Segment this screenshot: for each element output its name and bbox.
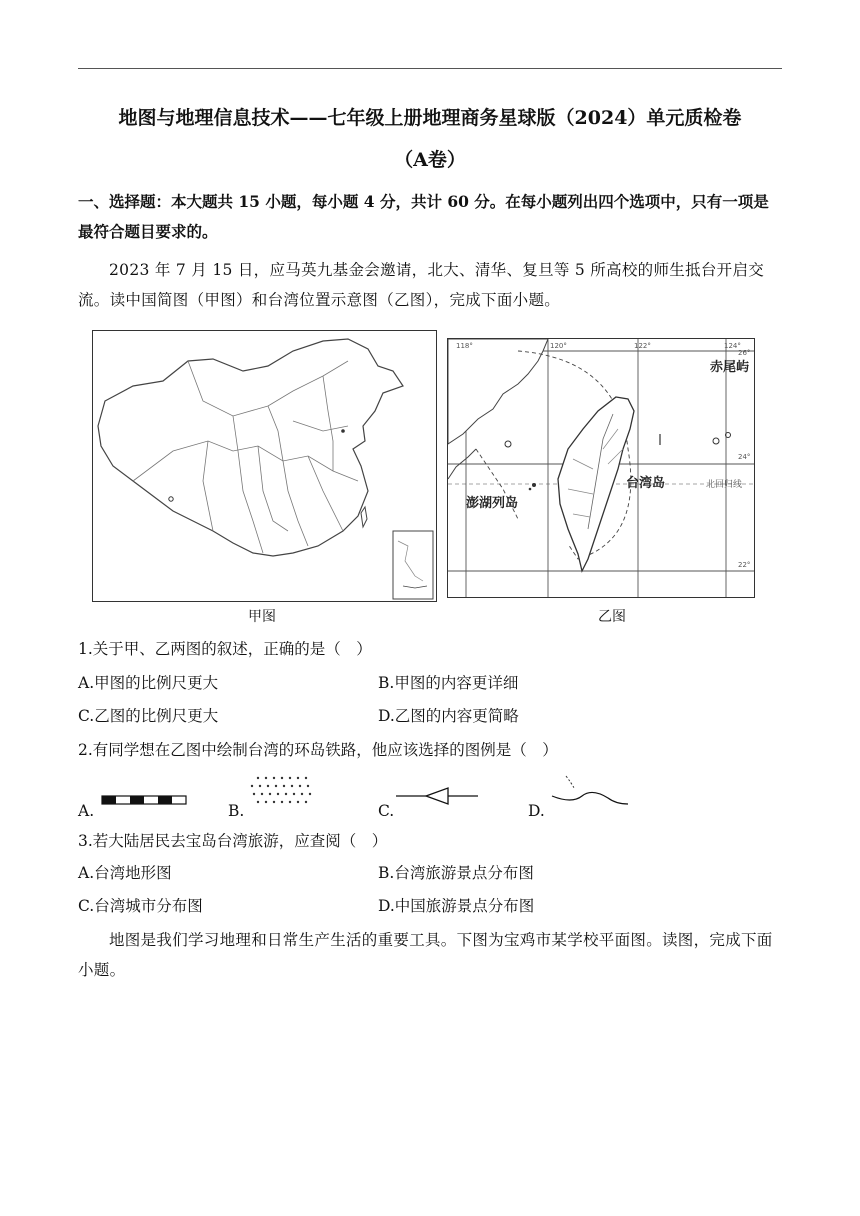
q2-option-c[interactable] — [378, 770, 508, 820]
penghu-label: 澎湖列岛 — [466, 496, 519, 511]
page-title: 地图与地理信息技术——七年级上册地理商务星球版（2024）单元质检卷 — [118, 107, 742, 129]
q1-option-c[interactable]: C.乙图的比例尺更大 — [78, 707, 219, 725]
lat-26-label: 26° — [738, 349, 751, 357]
q2-option-b[interactable] — [228, 770, 358, 820]
taiwan-label: 台湾岛 — [626, 476, 666, 491]
passage-2: 地图是我们学习地理和日常生产生活的重要工具。下图为宝鸡市某学校平面图。读图，完成下面小题。 — [78, 931, 773, 979]
chiwei-label: 赤尾屿 — [710, 360, 750, 375]
passage-1: 2023 年 7 月 15 日，应马英九基金会邀请，北大、清华、复旦等 5 所高校的师生抵台开启交流。读中国简图（甲图）和台湾位置示意图（乙图），完成下面小题。 — [78, 261, 765, 309]
q3-option-b[interactable]: B.台湾旅游景点分布图 — [378, 864, 534, 882]
q2-option-b-label: B. — [228, 802, 245, 820]
q2-option-c-label: C. — [378, 802, 395, 820]
q3-option-d[interactable]: D.中国旅游景点分布图 — [378, 897, 535, 915]
lon-124-label: 124° — [724, 342, 741, 350]
q3-option-a[interactable]: A.台湾地形图 — [78, 864, 172, 882]
lon-122-label: 122° — [634, 342, 651, 350]
question-1-stem: 1.关于甲、乙两图的叙述，正确的是（ ） — [78, 640, 372, 658]
tropic-label: 北回归线 — [706, 480, 743, 490]
china-map — [92, 330, 437, 602]
railway-symbol-icon — [100, 791, 190, 811]
lat-24-label: 24° — [738, 453, 751, 461]
question-3-stem: 3.若大陆居民去宝岛台湾旅游，应查阅（ ） — [78, 832, 388, 850]
header-rule — [78, 68, 782, 69]
lat-22-label: 22° — [738, 561, 751, 569]
q2-option-a[interactable] — [78, 770, 218, 820]
map-figure — [90, 330, 770, 625]
caption-jia: 甲图 — [248, 609, 276, 625]
china-map-drawing — [93, 331, 436, 601]
q3-option-c[interactable]: C.台湾城市分布图 — [78, 897, 203, 915]
lon-118-label: 118° — [456, 342, 473, 350]
q2-option-d[interactable] — [528, 770, 658, 820]
taiwan-map-drawing — [448, 339, 754, 597]
question-2-stem: 2.有同学想在乙图中绘制台湾的环岛铁路，他应该选择的图例是（ ） — [78, 741, 558, 759]
q2-option-d-label: D. — [528, 802, 545, 820]
dotted-area-symbol-icon — [246, 774, 326, 810]
q1-option-b[interactable]: B.甲图的内容更详细 — [378, 674, 519, 692]
page-subtitle: （A卷） — [394, 149, 466, 171]
section-heading: 一、选择题：本大题共 15 小题，每小题 4 分，共计 60 分。在每小题列出四个选项中，只有一项是最符合题目要求的。 — [78, 192, 769, 241]
q2-option-a-label: A. — [78, 802, 95, 820]
arrow-symbol-icon — [394, 784, 484, 814]
curve-symbol-icon — [548, 774, 638, 814]
q1-option-a[interactable]: A.甲图的比例尺更大 — [78, 674, 219, 692]
caption-yi: 乙图 — [598, 609, 626, 625]
q1-option-d[interactable]: D.乙图的内容更简略 — [378, 707, 519, 725]
lon-120-label: 120° — [550, 342, 567, 350]
taiwan-map — [447, 338, 755, 598]
